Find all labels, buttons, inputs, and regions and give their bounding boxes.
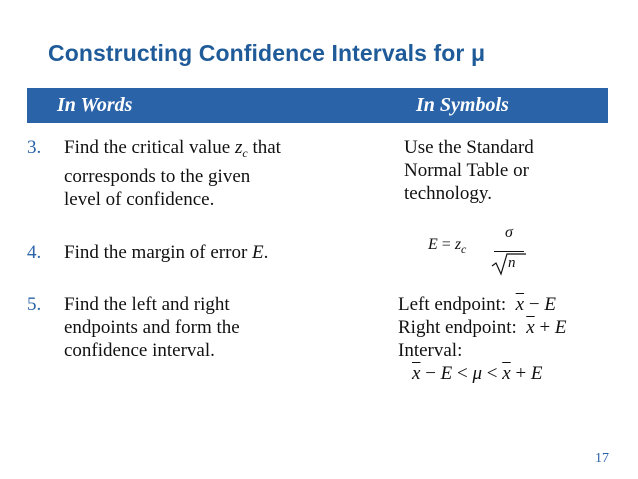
step-3-number: 3. (27, 137, 42, 158)
interval-expression: $\overline{x} - E < \mu < \overline{x} + E$ (412, 363, 543, 384)
page-number: 17 (595, 451, 609, 466)
formula-lhs: E (428, 236, 438, 253)
formula-z-subscript: c (461, 242, 467, 256)
step-3-line-2: corresponds to the given (64, 166, 251, 187)
step-3-line-1: Find the critical value $z_c$ that (64, 137, 281, 160)
left-endpoint: Left endpoint: $\overline{x} - E$ (398, 294, 556, 315)
step-4-text: Find the margin of error (64, 242, 253, 263)
step-3-words (64, 136, 364, 211)
step-4-number: 4. (27, 242, 42, 263)
formula-z: z (454, 236, 462, 253)
formula-equals: = (441, 236, 451, 253)
step-5-symbols (398, 293, 567, 385)
slide-title: Constructing Confidence Intervals for μ (48, 40, 486, 66)
step-5-line-1: Find the left and right (64, 294, 230, 315)
table-header (27, 88, 608, 123)
step-5-number: 5. (27, 294, 42, 315)
step-5-words (64, 293, 364, 362)
interval-label: Interval: (398, 340, 463, 361)
step-3-symbol-line-3: technology. (404, 183, 492, 204)
step-3-symbols (404, 136, 534, 205)
step-3-symbol-line-1: Use the Standard (404, 137, 534, 158)
formula-denominator: n (508, 255, 516, 271)
step-3-line-3: level of confidence. (64, 189, 215, 210)
margin-of-error-formula (428, 224, 516, 271)
step-4-variable: E (252, 242, 264, 263)
header-in-symbols: In Symbols (416, 94, 509, 116)
formula-numerator: σ (505, 224, 513, 241)
header-in-words: In Words (57, 94, 133, 116)
step-4-words: Find the margin of error E. (64, 242, 269, 263)
step-3-symbol-line-2: Normal Table or (404, 160, 529, 181)
right-endpoint: Right endpoint: $\overline{x} + E$ (398, 317, 567, 338)
step-5-line-2: endpoints and form the (64, 317, 240, 338)
step-5-line-3: confidence interval. (64, 340, 215, 361)
